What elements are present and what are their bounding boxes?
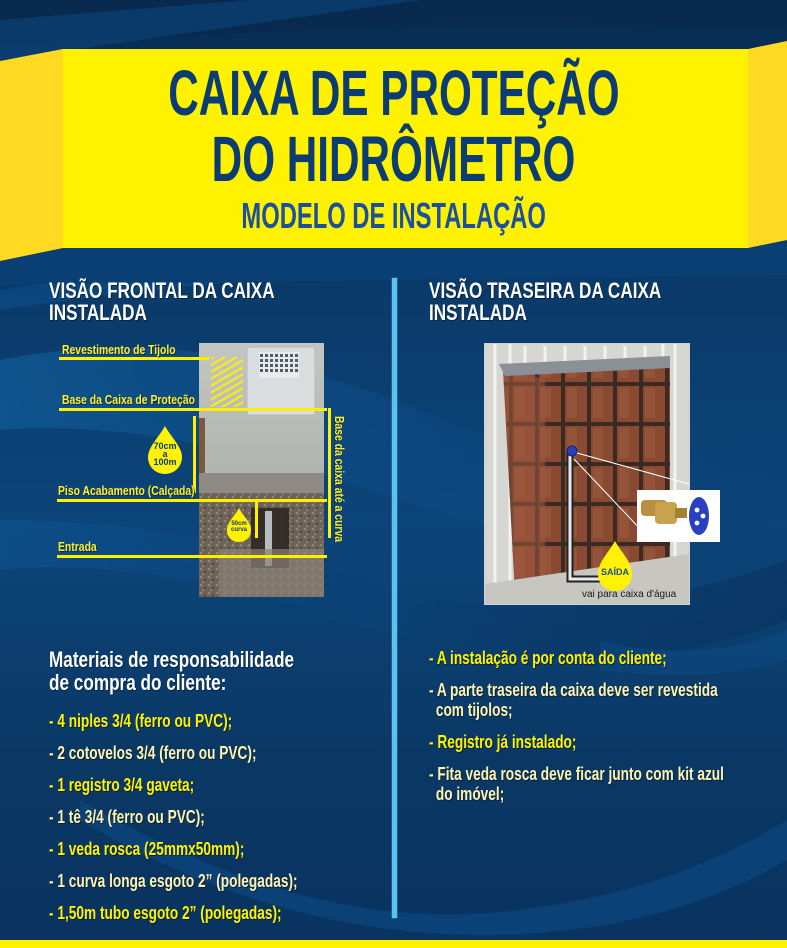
list-item: - Registro já instalado;	[429, 732, 577, 752]
back-photo-illustration	[485, 344, 689, 604]
drop-badge-exit-icon	[596, 540, 634, 592]
list-item: - 1 registro 3/4 gaveta;	[49, 775, 195, 795]
front-view-heading: VISÃO FRONTAL DA CAIXA INSTALADA	[49, 278, 275, 325]
line-70cm	[193, 416, 196, 493]
front-photo-illustration	[199, 343, 324, 597]
title-line-2: DO HIDRÔMETRO	[211, 123, 576, 195]
drop-badge-exit-text: SAÍDA	[600, 567, 629, 577]
materials-list	[49, 711, 376, 923]
column-divider	[392, 278, 397, 918]
valve-inset	[637, 490, 720, 542]
list-item: - 2 cotovelos 3/4 (ferro ou PVC);	[49, 743, 257, 763]
list-item: - 1 tê 3/4 (ferro ou PVC);	[49, 807, 205, 827]
line-inlet	[57, 555, 327, 558]
drop-badge-large-text: 70cm a 100m	[153, 441, 177, 467]
label-brick: Revestimento de Tijolo	[62, 342, 176, 357]
front-view-photo	[199, 343, 324, 597]
line-brick	[59, 357, 209, 360]
gate-valve-icon	[637, 490, 720, 542]
label-floor: Piso Acabamento (Calçada)	[58, 483, 195, 498]
title-line-1: CAIXA DE PROTEÇÃO	[167, 57, 620, 129]
drop-badge-small-text: 50cm curva	[230, 521, 247, 533]
list-item: - 1 curva longa esgoto 2” (polegadas);	[49, 871, 298, 891]
label-vertical-curve: Base da caixa até a curva	[332, 416, 347, 543]
line-50cm	[255, 502, 258, 538]
list-item: - 1,50m tubo esgoto 2” (polegadas);	[49, 903, 282, 923]
materials-heading: Materiais de responsabilidade de compra do cliente:	[49, 647, 295, 695]
back-view-heading: VISÃO TRASEIRA DA CAIXA INSTALADA	[429, 278, 662, 325]
list-item: - 1 veda rosca (25mmx50mm);	[49, 839, 245, 859]
list-item: - A parte traseira da caixa deve ser revestida com tijolos;	[429, 680, 718, 720]
back-view-photo	[484, 343, 690, 605]
bottom-yellow-strip	[0, 940, 787, 948]
line-vertical-curve	[328, 408, 331, 538]
label-inlet: Entrada	[58, 539, 97, 554]
list-item: - 4 niples 3/4 (ferro ou PVC);	[49, 711, 233, 731]
notes-list	[429, 648, 787, 804]
list-item: - Fita veda rosca deve ficar junto com kit azul do imóvel;	[429, 764, 724, 804]
line-box-base	[59, 408, 327, 411]
subtitle: MODELO DE INSTALAÇÃO	[241, 195, 546, 236]
back-photo-caption: vai para caixa d'água	[582, 589, 677, 600]
line-floor	[57, 499, 327, 502]
list-item: - A instalação é por conta do cliente;	[429, 648, 667, 668]
label-box-base: Base da Caixa de Proteção	[62, 392, 195, 407]
